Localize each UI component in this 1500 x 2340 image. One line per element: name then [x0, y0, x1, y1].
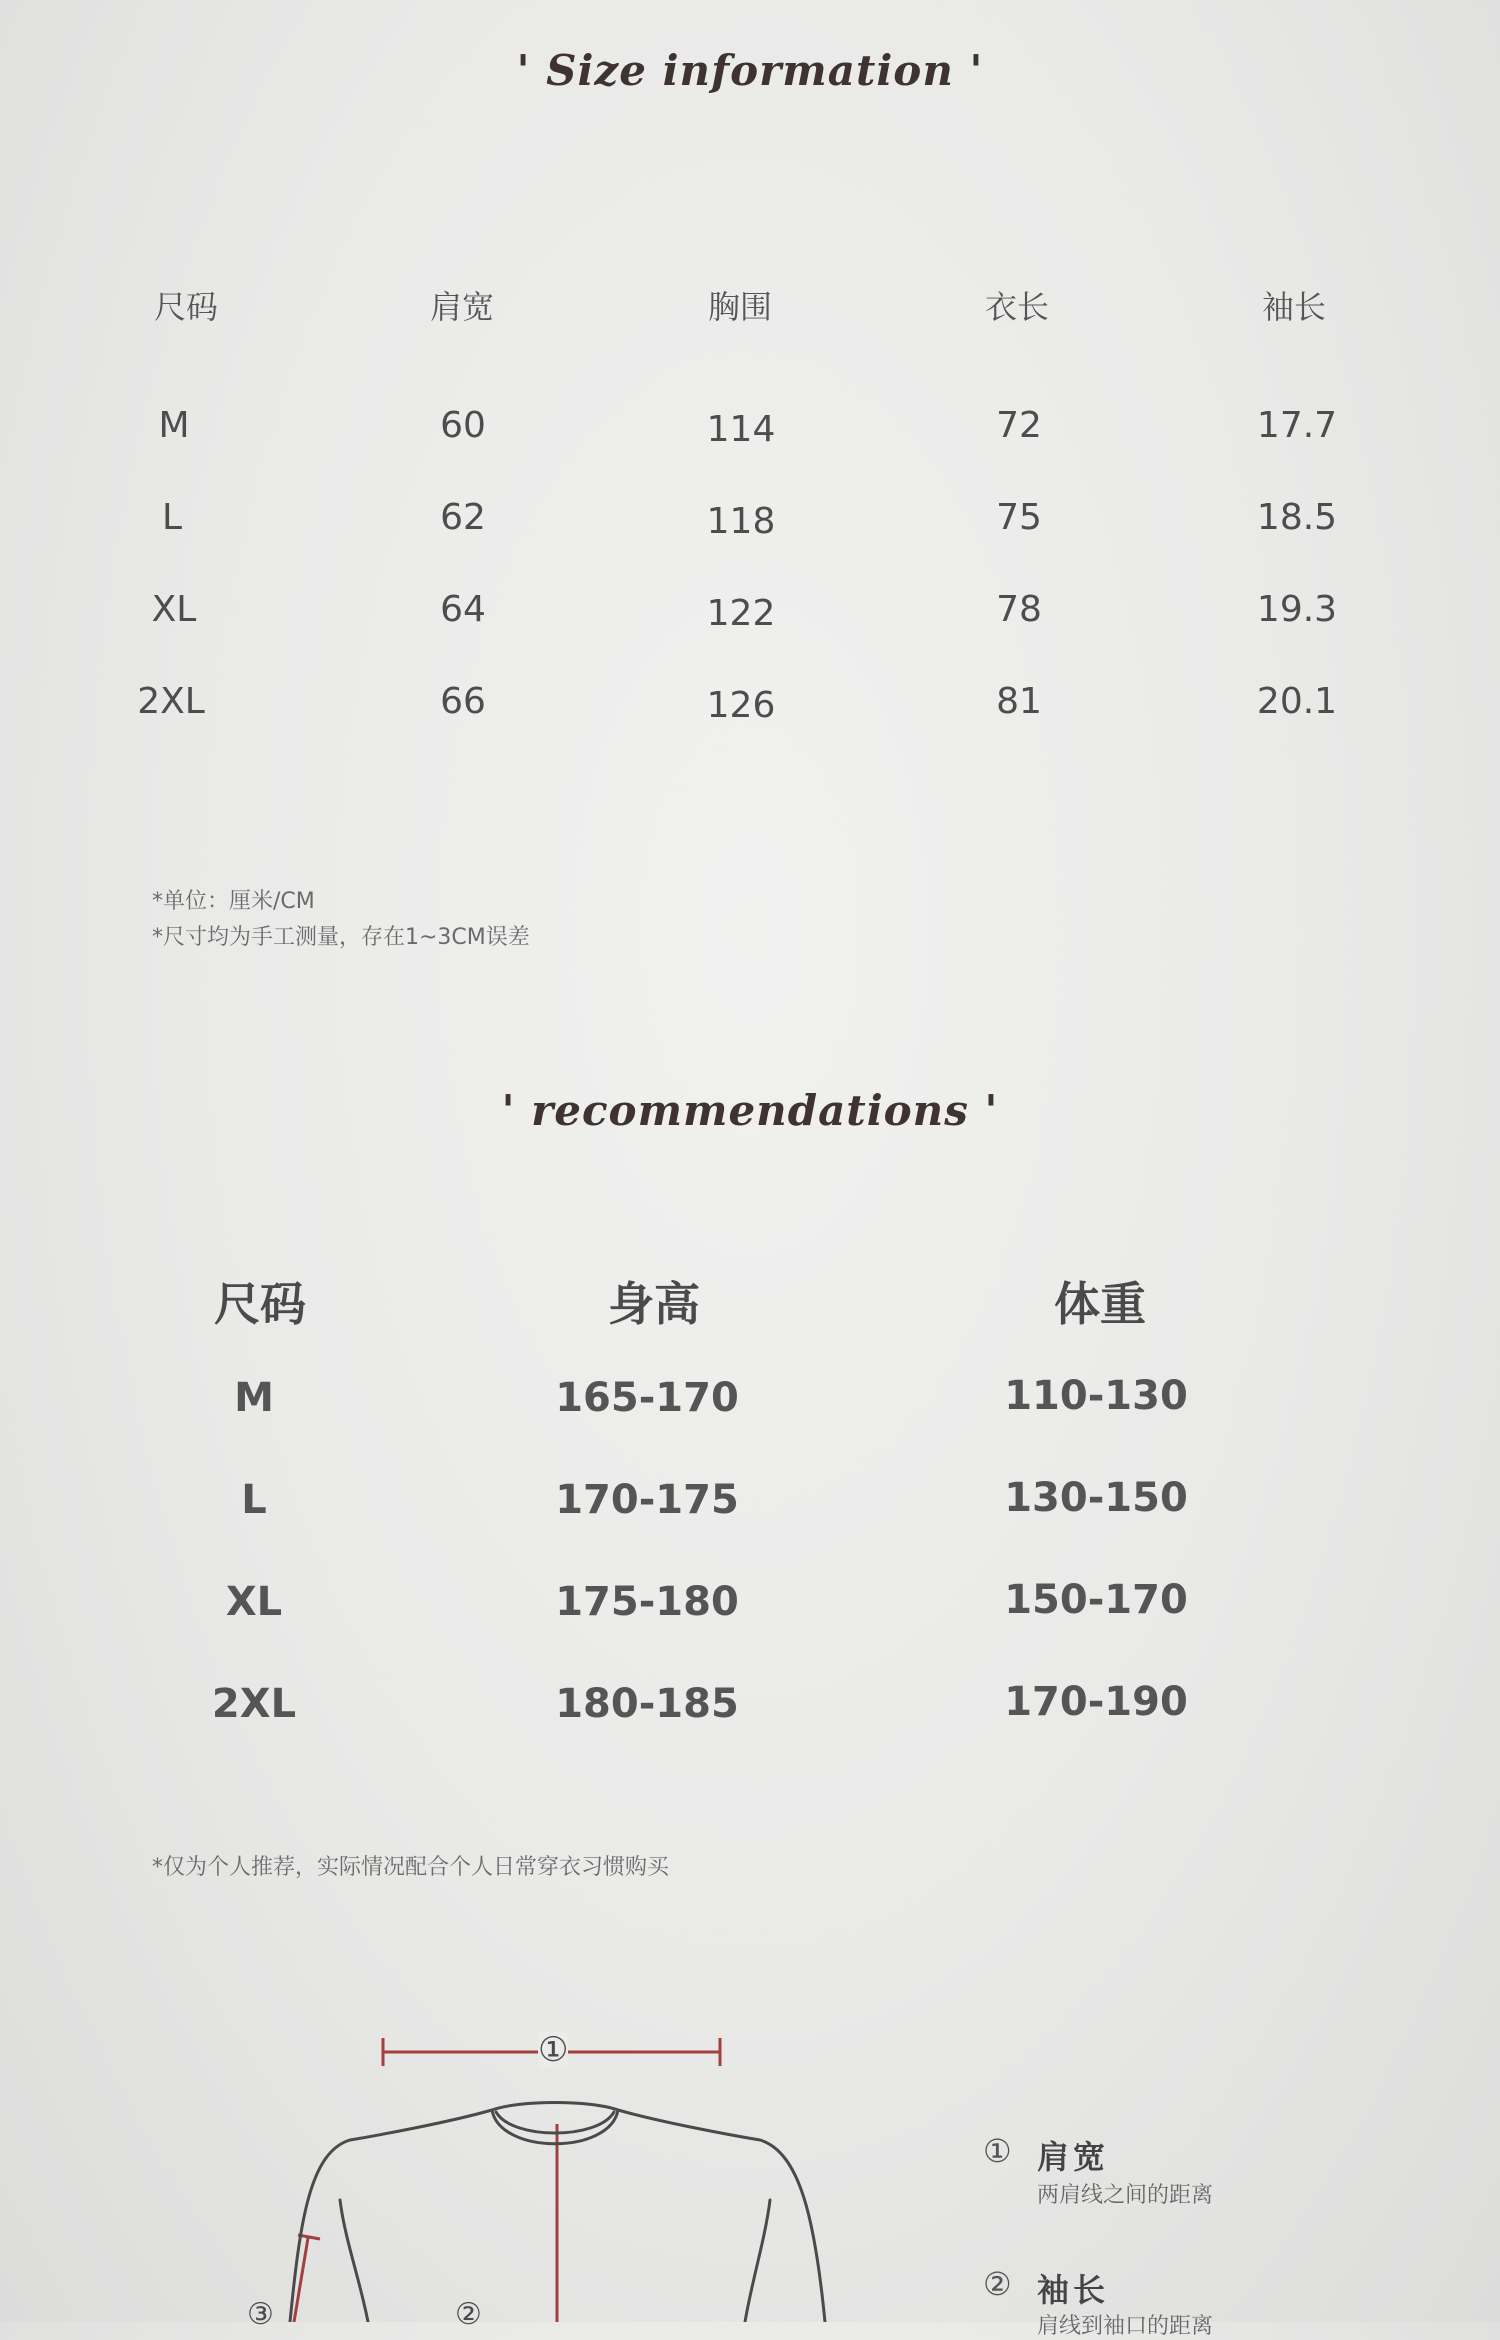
cell-height: 175-180 — [555, 1579, 739, 1625]
cell-length: 72 — [996, 405, 1042, 446]
cell-chest: 126 — [706, 685, 776, 726]
header-sleeve: 袖长 — [1261, 288, 1327, 326]
cell-shoulder: 66 — [440, 681, 486, 722]
cell-size: XL — [225, 1579, 283, 1625]
marker-1: ① — [538, 2030, 569, 2070]
cell-size: L — [241, 1477, 267, 1523]
legend-number: ① — [983, 2132, 1012, 2170]
header-size: 尺码 — [214, 1277, 306, 1331]
cell-shoulder: 64 — [440, 589, 486, 630]
cell-weight: 130-150 — [1004, 1475, 1188, 1521]
cell-length: 78 — [996, 589, 1042, 630]
cell-sleeve: 17.7 — [1256, 405, 1338, 446]
cell-length: 75 — [996, 497, 1042, 538]
cell-size: M — [234, 1375, 274, 1421]
cell-sleeve: 20.1 — [1256, 681, 1338, 722]
cell-size: 2XL — [137, 681, 205, 722]
cell-sleeve: 19.3 — [1256, 589, 1338, 630]
cell-size: L — [161, 497, 183, 538]
cell-size: 2XL — [211, 1681, 297, 1727]
header-length: 衣长 — [984, 288, 1050, 326]
header-chest: 胸围 — [707, 288, 773, 326]
cell-height: 170-175 — [555, 1477, 739, 1523]
legend-title: 肩宽 — [1037, 2138, 1110, 2176]
recommendation-note: *仅为个人推荐，实际情况配合个人日常穿衣习惯购买 — [152, 1855, 670, 1880]
cell-weight: 170-190 — [1004, 1679, 1188, 1725]
cell-length: 81 — [996, 681, 1042, 722]
cell-chest: 118 — [706, 501, 776, 542]
cell-shoulder: 60 — [440, 405, 486, 446]
cell-sleeve: 18.5 — [1256, 497, 1338, 538]
cell-size: M — [158, 405, 190, 446]
cell-chest: 114 — [706, 409, 776, 450]
cell-height: 165-170 — [555, 1375, 739, 1421]
legend-description: 肩线到袖口的距离 — [1037, 2314, 1214, 2339]
legend-title: 袖长 — [1037, 2271, 1110, 2309]
header-height: 身高 — [608, 1277, 700, 1331]
garment-diagram — [200, 1940, 1100, 2322]
measurement-note: *尺寸均为手工测量，存在1~3CM误差 — [152, 925, 530, 950]
cell-chest: 122 — [706, 593, 776, 634]
cell-weight: 110-130 — [1004, 1373, 1188, 1419]
header-size: 尺码 — [153, 288, 219, 326]
marker-2: ② — [455, 2297, 482, 2332]
header-weight: 体重 — [1054, 1277, 1146, 1331]
cell-shoulder: 62 — [440, 497, 486, 538]
cell-height: 180-185 — [555, 1681, 739, 1727]
header-shoulder: 肩宽 — [429, 288, 495, 326]
size-info-heading: ' Size information ' — [516, 46, 984, 95]
recommendations-heading: ' recommendations ' — [501, 1086, 999, 1135]
legend-description: 两肩线之间的距离 — [1037, 2183, 1214, 2208]
legend-number: ② — [983, 2265, 1012, 2303]
cell-weight: 150-170 — [1004, 1577, 1188, 1623]
cell-size: XL — [151, 589, 197, 630]
marker-3: ③ — [247, 2297, 274, 2332]
unit-note: *单位：厘米/CM — [152, 889, 315, 914]
